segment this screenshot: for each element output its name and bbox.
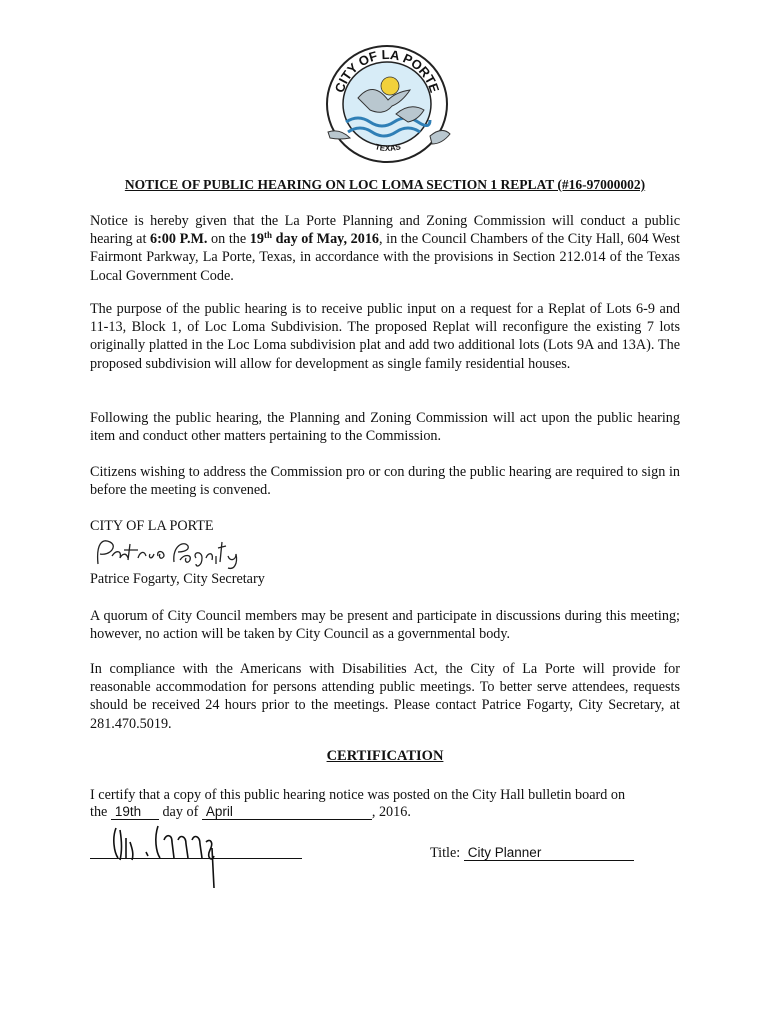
notice-title: NOTICE OF PUBLIC HEARING ON LOC LOMA SECTION 1 REPLAT (#16-97000002) [124, 177, 646, 192]
certifier-title-row: Title: City Planner [430, 845, 634, 862]
notice-paragraph-hearing: Notice is hereby given that the La Porte Planning and Zoning Commission will conduct a public hearing at 6:00 P.M. on the 19th day of May, 2016, in the Council Chambers of the City Hall, 604 West Fairmont Parkway, La Porte, Texas, in accordance with the provisions in Section 212.014 of the Texas Local Government Code. [90, 213, 680, 284]
hearing-date: 19th day of May, 2016 [249, 230, 380, 248]
notice-paragraph-citizens: Citizens wishing to address the Commission pro or con during the public hearing are required to sign in before the meeting is convened. [90, 464, 680, 499]
certification-statement: I certify that a copy of this public hearing notice was posted on the City Hall bulletin board on [90, 787, 626, 803]
certification-date-line: the 19th day of April , 2016. [90, 804, 411, 820]
title-field[interactable]: City Planner [464, 845, 634, 861]
day-field[interactable]: 19th [111, 804, 159, 820]
signer-name-title: Patrice Fogarty, City Secretary [90, 571, 265, 587]
city-seal-logo [318, 40, 456, 166]
notice-paragraph-purpose: The purpose of the public hearing is to receive public input on a request for a Replat of Lots 6-9 and 11-13, Block 1, of Loc Loma Subdivision. The proposed Replat will reconfigure the existing 7 lots originally platted in the Loc Loma subdivision plat and add two additional lots (Lots 9A and 13A). The proposed subdivision will allow for development as single family residential houses. [90, 301, 680, 372]
hearing-time: 6:00 P.M. [149, 231, 208, 248]
notice-paragraph-ada: In compliance with the Americans with Disabilities Act, the City of La Porte will provide for reasonable accommodation for persons attending public meetings. To better serve attendees, requests should be received 24 hours prior to the meetings. Please contact Patrice Fogarty, City Secretary, at 281.470.5019. [90, 661, 680, 732]
signature-line [90, 858, 302, 859]
seal-bottom-text: TEXAS [374, 142, 402, 153]
certification-heading: CERTIFICATION [326, 748, 444, 764]
notice-paragraph-quorum: A quorum of City Council members may be present and participate in discussions during this meeting; however, no action will be taken by City Council as a governmental body. [90, 608, 680, 643]
secretary-signature [92, 534, 252, 572]
organization-name: CITY OF LA PORTE [90, 518, 214, 534]
month-field[interactable]: April [202, 804, 372, 820]
certifier-signature [102, 818, 222, 890]
seal-top-text: CITY OF LA PORTE [331, 46, 443, 95]
notice-paragraph-following: Following the public hearing, the Planning and Zoning Commission will act upon the public hearing item and conduct other matters pertaining to the Commission. [90, 410, 680, 445]
